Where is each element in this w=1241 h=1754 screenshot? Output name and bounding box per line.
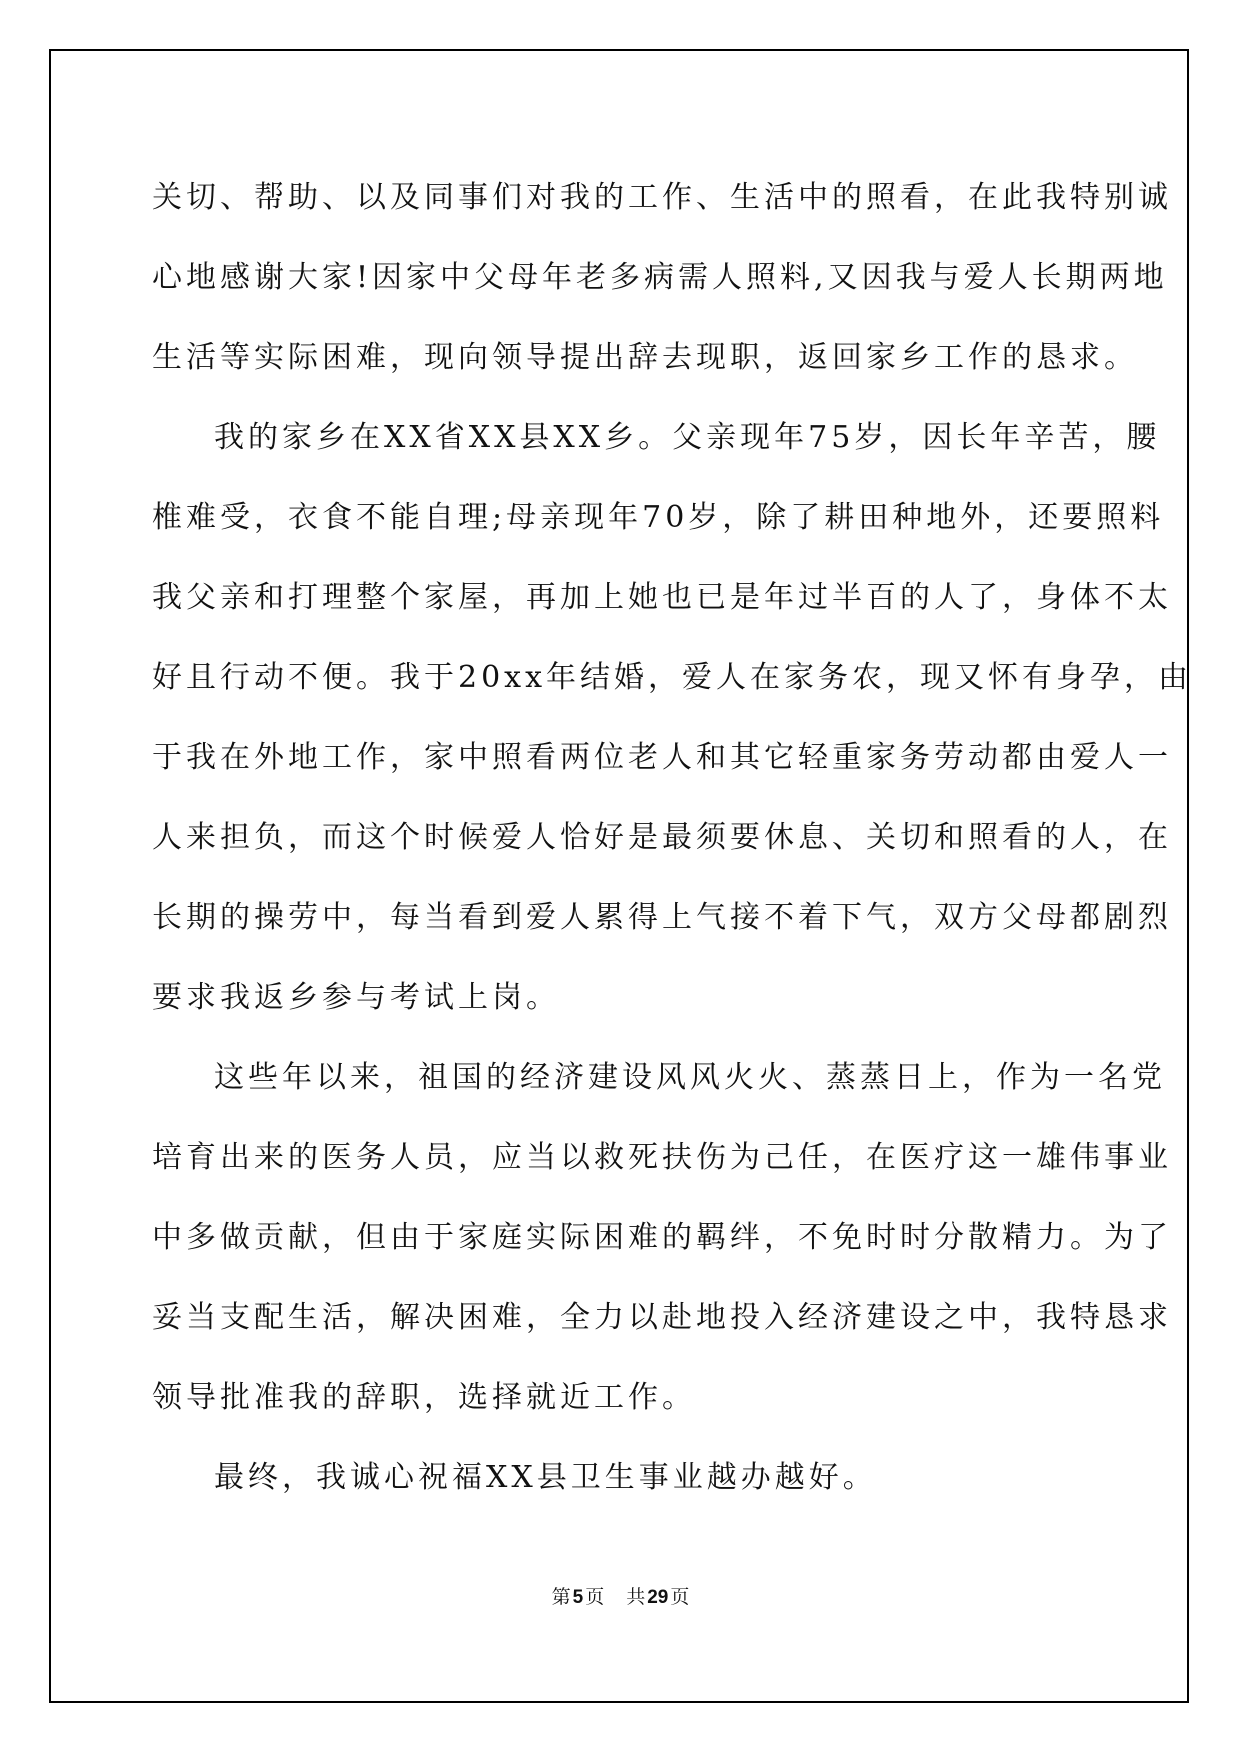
text-line: 长期的操劳中，每当看到爱人累得上气接不着下气，双方父母都剧烈: [152, 900, 1172, 935]
page-number: 5: [572, 1587, 584, 1608]
text-line: 关切、帮助、以及同事们对我的工作、生活中的照看，在此我特别诚: [152, 180, 1172, 215]
text-line: 我的家乡在XX省XX县XX乡。父亲现年75岁，因长年辛苦，腰: [214, 420, 1161, 455]
text-line: 培育出来的医务人员，应当以救死扶伤为己任，在医疗这一雄伟事业: [152, 1140, 1172, 1175]
total-pages: 29: [647, 1587, 669, 1608]
page-suffix: 页: [585, 1586, 605, 1608]
text-line: 于我在外地工作，家中照看两位老人和其它轻重家务劳动都由爱人一: [152, 740, 1172, 775]
text-line: 领导批准我的辞职，选择就近工作。: [152, 1380, 696, 1415]
page-footer: [0, 1582, 1241, 1609]
text-line: 这些年以来，祖国的经济建设风风火火、蒸蒸日上，作为一名党: [214, 1060, 1166, 1095]
text-line: 心地感谢大家!因家中父母年老多病需人照料,又因我与爱人长期两地: [152, 260, 1168, 295]
text-line: 我父亲和打理整个家屋，再加上她也已是年过半百的人了，身体不太: [152, 580, 1172, 615]
text-line: 生活等实际困难，现向领导提出辞去现职，返回家乡工作的恳求。: [152, 340, 1138, 375]
text-line: 妥当支配生活，解决困难，全力以赴地投入经济建设之中，我特恳求: [152, 1300, 1172, 1335]
text-line: 最终，我诚心祝福XX县卫生事业越办越好。: [214, 1460, 877, 1495]
text-line: 椎难受，衣食不能自理;母亲现年70岁，除了耕田种地外，还要照料: [152, 500, 1165, 535]
text-line: 人来担负，而这个时候爱人恰好是最须要休息、关切和照看的人，在: [152, 820, 1172, 855]
text-line: 好且行动不便。我于20xx年结婚，爱人在家务农，现又怀有身孕，由: [152, 660, 1193, 695]
total-suffix: 页: [670, 1586, 690, 1608]
document-body: [152, 158, 1193, 1518]
page-prefix: 第: [551, 1586, 571, 1608]
total-prefix: 共: [626, 1586, 646, 1608]
text-line: 中多做贡献，但由于家庭实际困难的羁绊，不免时时分散精力。为了: [152, 1220, 1172, 1255]
text-line: 要求我返乡参与考试上岗。: [152, 980, 560, 1015]
